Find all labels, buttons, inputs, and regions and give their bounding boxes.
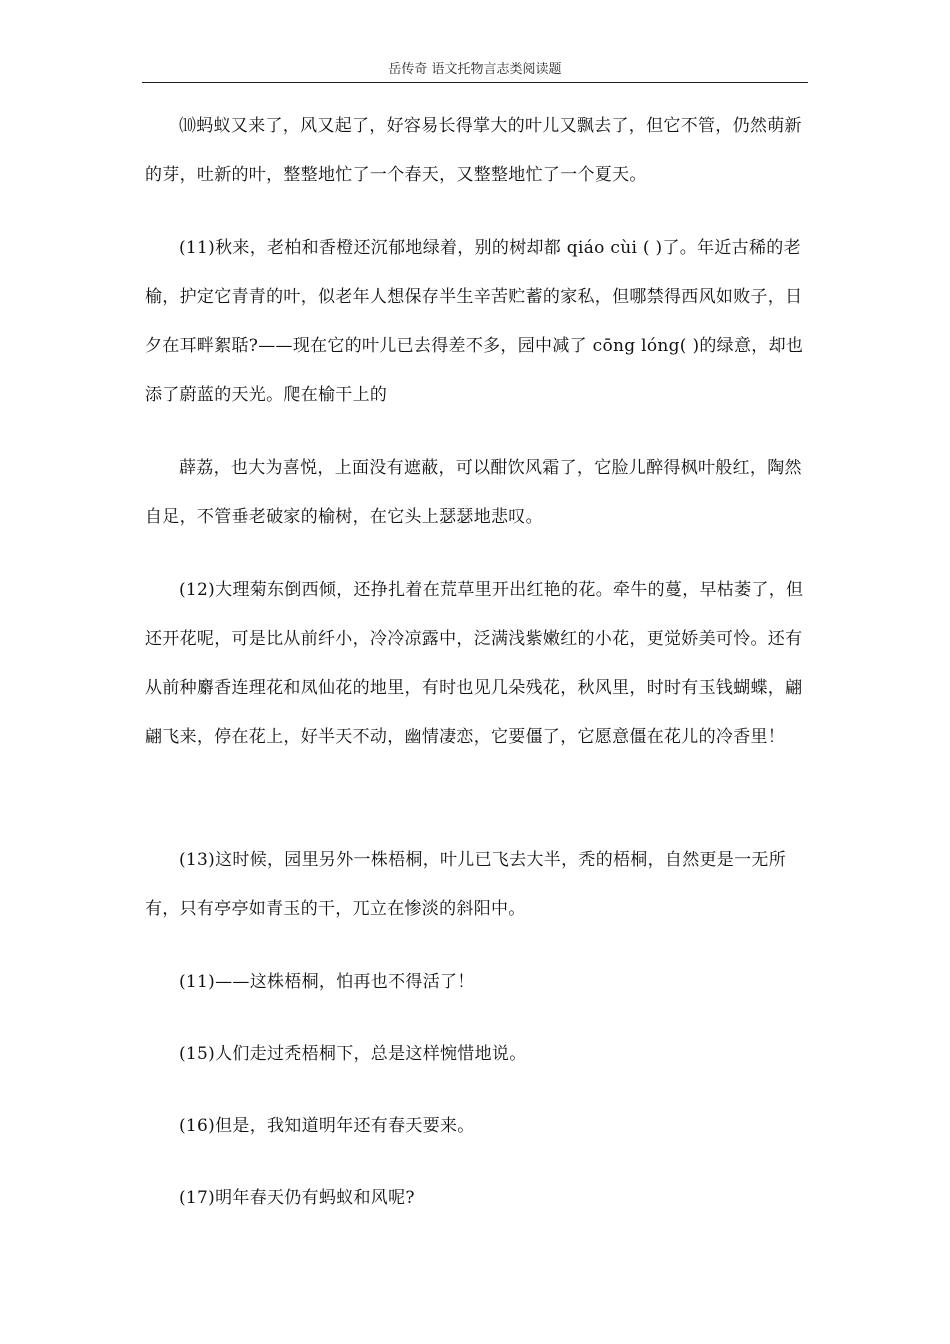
paragraph-12: (12)大理菊东倒西倾，还挣扎着在荒草里开出红艳的花。牵牛的蔓，早枯萎了，但还开花呢，可是比从前纤小，冷冷凉露中，泛满浅紫嫩红的小花，更觉娇美可怜。还有从前种麝香连理花和凤仙花的地里，有时也见几朵残花，秋风里，时时有玉钱蝴蝶，翩翩飞来，停在花上，好半天不动，幽情凄恋，它要僵了，它愿意僵在花儿的冷香里！: [145, 580, 804, 747]
paragraph-13: (13)这时候，园里另外一株梧桐，叶儿已飞去大半，秃的梧桐，自然更是一无所有，只有亭亭如青玉的干，兀立在惨淡的斜阳中。: [145, 850, 786, 919]
page-header: 岳传奇 语文托物言志类阅读题: [388, 62, 562, 77]
paragraph-15: (15)人们走过秃梧桐下，总是这样惋惜地说。: [179, 1044, 527, 1064]
paragraph-17: (17)明年春天仍有蚂蚁和风呢?: [179, 1188, 415, 1208]
paragraph-14: (11)——这株梧桐，怕再也不得活了！: [179, 972, 475, 992]
paragraph-16: (16)但是，我知道明年还有春天要来。: [179, 1116, 475, 1136]
paragraph-11-continued: 薜荔，也大为喜悦，上面没有遮蔽，可以酣饮风霜了，它脸儿醉得枫叶般红，陶然自足，不管垂老破家的榆树，在它头上瑟瑟地悲叹。: [145, 458, 802, 527]
paragraph-10: ⑽蚂蚁又来了，风又起了，好容易长得掌大的叶儿又飘去了，但它不管，仍然萌新的芽，吐新的叶，整整地忙了一个春天，又整整地忙了一个夏天。: [145, 116, 802, 185]
header-divider: [142, 82, 808, 83]
paragraph-11: (11)秋来，老柏和香橙还沉郁地绿着，别的树却都 qiáo cùi ( )了。年近古稀的老榆，护定它青青的叶，似老年人想保存半生辛苦贮蓄的家私，但哪禁得西风如败子，日夕在耳畔絮聒?——现在它的叶儿已去得差不多，园中减了 cōng lóng( )的绿意，却也添了蔚蓝的天光。爬在榆干上的: [145, 238, 804, 405]
